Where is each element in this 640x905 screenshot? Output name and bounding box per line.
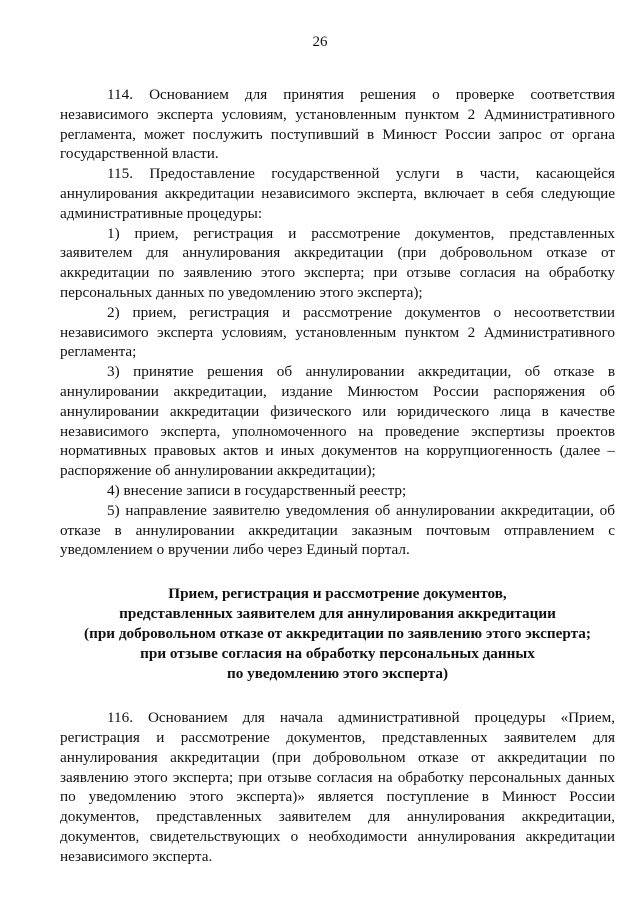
paragraph-114: 114. Основанием для принятия решения о проверке соответствия независимого эксперта условиям, установленным пунктом 2 Административного регламента, может послужить поступивший в Минюст России запрос от органа государственной власти.: [60, 86, 615, 163]
heading-line: (при добровольном отказе от аккредитации по заявлению этого эксперта;: [84, 625, 591, 643]
section-heading: [60, 584, 615, 684]
page-number: 26: [312, 34, 328, 50]
document-body: [60, 85, 615, 867]
list-item-5: 5) направление заявителю уведомления об аннулировании аккредитации, об отказе в аннулировании аккредитации заказным почтовым отправлением с уведомлением о вручении либо через Единый портал.: [60, 501, 615, 559]
list-item-2: 2) прием, регистрация и рассмотрение документов о несоответствии независимого эксперта условиям, установленным пунктом 2 Административного регламента;: [60, 303, 615, 361]
list-item-4: 4) внесение записи в государственный реестр;: [107, 481, 407, 499]
heading-line: представленных заявителем для аннулирования аккредитации: [119, 605, 556, 623]
paragraph-116: 116. Основанием для начала административной процедуры «Прием, регистрация и рассмотрение документов, представленных заявителем для аннулирования аккредитации (при добровольном отказе от аккредитации по заявлению этого эксперта; при отзыве согласия на обработку персональных данных по уведомлению этого эксперта)» является поступление в Минюст России документов, представленных заявителем для аннулирования аккредитации, документов, свидетельствующих о необходимости аннулирования аккредитации независимого эксперта.: [60, 709, 615, 865]
heading-line: Прием, регистрация и рассмотрение документов,: [168, 585, 507, 603]
heading-line: по уведомлению этого эксперта): [226, 665, 448, 683]
list-item-3: 3) принятие решения об аннулировании аккредитации, об отказе в аннулировании аккредитации, издание Минюстом России распоряжения об аннулировании аккредитации физического или юридического лица в качестве независимого эксперта, уполномоченного на проведение экспертизы проектов нормативных правовых актов и иных документов на коррупциогенность (далее – распоряжение об аннулировании аккредитации);: [60, 363, 615, 480]
paragraph-115: 115. Предоставление государственной услуги в части, касающейся аннулирования аккредитации независимого эксперта, включает в себя следующие административные процедуры:: [60, 165, 615, 222]
list-item-1: 1) прием, регистрация и рассмотрение документов, представленных заявителем для аннулирования аккредитации (при добровольном отказе от аккредитации по заявлению этого эксперта; при отзыве согласия на обработку персональных данных по уведомлению этого эксперта);: [60, 224, 615, 301]
heading-line: при отзыве согласия на обработку персональных данных: [140, 645, 535, 663]
